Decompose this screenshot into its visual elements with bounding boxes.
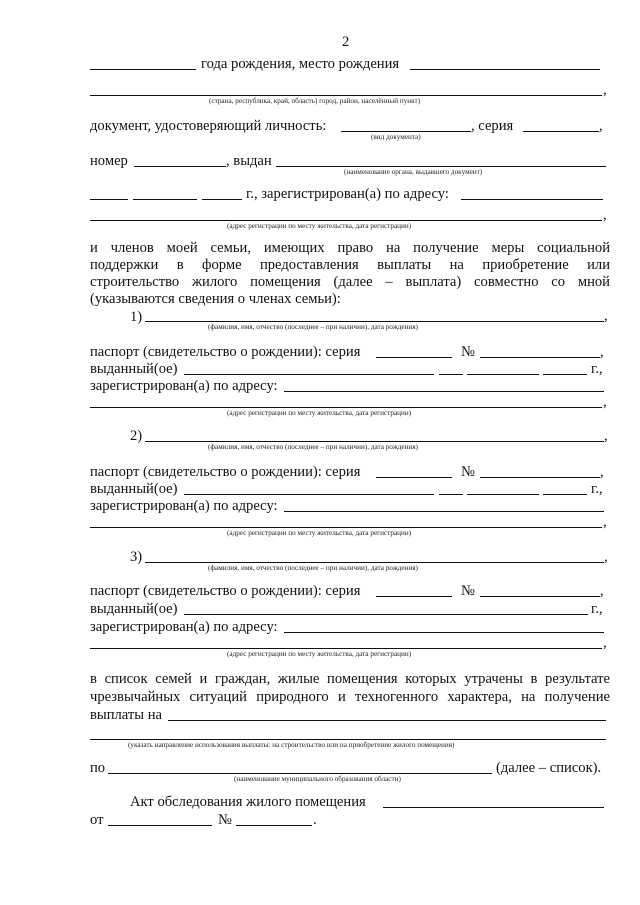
family-intro-line-3: строительство жилого помещения (далее – выплата) совместно со мной bbox=[90, 274, 610, 290]
hint-birthplace: (страна, республика, край, область) город, район, населённый пункт) bbox=[209, 97, 421, 105]
act-number-field[interactable] bbox=[236, 825, 312, 826]
registration-address-field-2[interactable] bbox=[90, 220, 602, 221]
family-intro-line-1: и членов моей семьи, имеющих право на получение меры социальной bbox=[90, 240, 610, 256]
act-field[interactable] bbox=[383, 807, 604, 808]
issue-year-field[interactable] bbox=[202, 199, 242, 200]
member-2-issue-month-field[interactable] bbox=[467, 494, 539, 495]
passport-label: паспорт (свидетельство о рождении): серия bbox=[90, 344, 361, 360]
id-document-label: документ, удостоверяющий личность: bbox=[90, 118, 327, 134]
hint-reg-address: (адрес регистрации по месту жительства, дата регистрации) bbox=[227, 222, 412, 230]
year-suffix: г., bbox=[591, 601, 603, 617]
hint-reg-address: (адрес регистрации по месту жительства, дата регистрации) bbox=[227, 409, 412, 417]
member-number: 2) bbox=[130, 428, 143, 444]
member-2-passport-series-field[interactable] bbox=[376, 477, 452, 478]
member-3-passport-number-field[interactable] bbox=[480, 596, 600, 597]
issue-day-field[interactable] bbox=[90, 199, 128, 200]
birthplace-field-2[interactable] bbox=[90, 95, 602, 96]
member-2-issuer-field[interactable] bbox=[184, 494, 434, 495]
member-1-issuer-field[interactable] bbox=[184, 374, 434, 375]
registration-address-field[interactable] bbox=[461, 199, 603, 200]
member-1-passport-series-field[interactable] bbox=[376, 357, 452, 358]
comma: , bbox=[603, 635, 607, 651]
comma: , bbox=[600, 583, 604, 599]
number-sign: № bbox=[461, 464, 475, 480]
po-label: по bbox=[90, 760, 106, 776]
birth-year-field[interactable] bbox=[90, 69, 196, 70]
hint-reg-address: (адрес регистрации по месту жительства, дата регистрации) bbox=[227, 529, 412, 537]
hint-member-name: (фамилия, имя, отчество (последнее – при наличии), дата рождения) bbox=[208, 564, 418, 572]
id-series-field[interactable] bbox=[523, 131, 599, 132]
comma: , bbox=[603, 514, 607, 530]
hint-doc-type: (вид документа) bbox=[371, 133, 421, 141]
member-1-passport-number-field[interactable] bbox=[480, 357, 600, 358]
number-sign: № bbox=[218, 812, 232, 828]
payment-direction-field-2[interactable] bbox=[90, 739, 606, 740]
page-number: 2 bbox=[342, 34, 350, 50]
issued-by-label: выданный(ое) bbox=[90, 481, 178, 497]
member-2-address-field-2[interactable] bbox=[90, 527, 602, 528]
issue-month-field[interactable] bbox=[133, 199, 197, 200]
hint-member-name: (фамилия, имя, отчество (последнее – при наличии), дата рождения) bbox=[208, 443, 418, 451]
year-suffix: г., bbox=[591, 481, 603, 497]
comma: , bbox=[604, 549, 608, 565]
registration-label: зарегистрирован(а) по адресу: bbox=[90, 498, 278, 514]
list-text-line-2: чрезвычайных ситуаций природного и техногенного характера, на получение bbox=[90, 689, 610, 705]
payment-for-label: выплаты на bbox=[90, 707, 163, 723]
hint-member-name: (фамилия, имя, отчество (последнее – при наличии), дата рождения) bbox=[208, 323, 418, 331]
hint-reg-address: (адрес регистрации по месту жительства, дата регистрации) bbox=[227, 650, 412, 658]
comma: , bbox=[604, 428, 608, 444]
registration-label: зарегистрирован(а) по адресу: bbox=[90, 378, 278, 394]
number-sign: № bbox=[461, 344, 475, 360]
act-date-field[interactable] bbox=[108, 825, 212, 826]
act-label: Акт обследования жилого помещения bbox=[130, 794, 366, 810]
list-suffix: (далее – список). bbox=[496, 760, 602, 776]
id-number-field[interactable] bbox=[134, 166, 226, 167]
family-intro-line-2: поддержки в форме предоставления выплаты на приобретение или bbox=[90, 257, 610, 273]
member-3-name-field[interactable] bbox=[145, 562, 604, 563]
hint-issuer: (наименование органа, выдавшего документ) bbox=[344, 168, 483, 176]
member-1-issue-year-field[interactable] bbox=[543, 374, 587, 375]
registration-label: зарегистрирован(а) по адресу: bbox=[90, 619, 278, 635]
member-1-issue-month-field[interactable] bbox=[467, 374, 539, 375]
period: . bbox=[313, 812, 317, 828]
member-2-issue-year-field[interactable] bbox=[543, 494, 587, 495]
year-suffix: г., bbox=[591, 361, 603, 377]
member-3-address-field[interactable] bbox=[284, 632, 604, 633]
member-2-name-field[interactable] bbox=[145, 441, 604, 442]
hint-municipality: (наименование муниципального образования области) bbox=[234, 775, 401, 783]
birth-label: года рождения, место рождения bbox=[201, 56, 400, 72]
comma: , bbox=[603, 394, 607, 410]
number-sign: № bbox=[461, 583, 475, 599]
number-label: номер bbox=[90, 153, 128, 169]
id-document-type-field[interactable] bbox=[341, 131, 471, 132]
member-3-address-field-2[interactable] bbox=[90, 648, 602, 649]
issued-by-label: выданный(ое) bbox=[90, 601, 178, 617]
comma: , bbox=[603, 82, 607, 98]
member-number: 1) bbox=[130, 309, 143, 325]
member-3-issuer-field[interactable] bbox=[184, 614, 588, 615]
issued-by-label: выданный(ое) bbox=[90, 361, 178, 377]
payment-direction-field[interactable] bbox=[168, 720, 606, 721]
member-1-issue-day-field[interactable] bbox=[439, 374, 463, 375]
family-intro-line-4: (указываются сведения о членах семьи): bbox=[90, 291, 341, 307]
member-1-address-field[interactable] bbox=[284, 391, 604, 392]
passport-label: паспорт (свидетельство о рождении): серия bbox=[90, 583, 361, 599]
comma: , bbox=[604, 308, 608, 324]
member-2-passport-number-field[interactable] bbox=[480, 477, 600, 478]
member-1-name-field[interactable] bbox=[145, 321, 604, 322]
member-number: 3) bbox=[130, 549, 143, 565]
member-2-issue-day-field[interactable] bbox=[439, 494, 463, 495]
birthplace-field[interactable] bbox=[410, 69, 600, 70]
from-label: от bbox=[90, 812, 104, 828]
member-1-address-field-2[interactable] bbox=[90, 407, 602, 408]
municipality-field[interactable] bbox=[108, 773, 492, 774]
comma: , bbox=[603, 207, 607, 223]
comma: , bbox=[599, 118, 603, 134]
member-2-address-field[interactable] bbox=[284, 511, 604, 512]
member-3-passport-series-field[interactable] bbox=[376, 596, 452, 597]
hint-payment-direction: (указать направление использования выплаты: на строительство или на приобретение жилого помещения) bbox=[128, 741, 455, 749]
series-label: , серия bbox=[471, 118, 514, 134]
id-issuer-field[interactable] bbox=[276, 166, 606, 167]
issued-label: , выдан bbox=[226, 153, 272, 169]
comma: , bbox=[600, 464, 604, 480]
list-text-line-1: в список семей и граждан, жилые помещения которых утрачены в результате bbox=[90, 671, 610, 687]
passport-label: паспорт (свидетельство о рождении): серия bbox=[90, 464, 361, 480]
comma: , bbox=[600, 344, 604, 360]
year-registration-label: г., зарегистрирован(а) по адресу: bbox=[246, 186, 449, 202]
